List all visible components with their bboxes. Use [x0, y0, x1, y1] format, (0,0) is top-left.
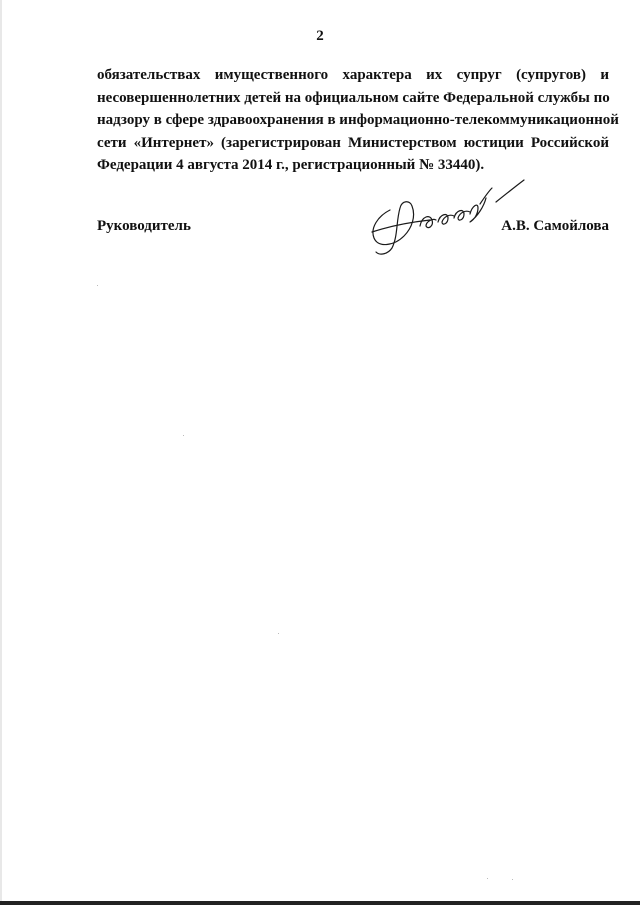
scan-speck — [183, 435, 184, 436]
page-number: 2 — [316, 28, 324, 44]
body-line: несовершеннолетних детей на официальном сайте Федеральной службы по — [97, 89, 610, 106]
scan-speck — [512, 879, 513, 880]
signer-name: А.В. Самойлова — [501, 218, 609, 234]
handwritten-signature-icon — [360, 176, 530, 258]
scan-speck — [97, 285, 98, 286]
body-paragraph — [97, 64, 619, 177]
scan-speck — [278, 633, 279, 634]
body-line: сети «Интернет» (зарегистрирован Министерством юстиции Российской — [97, 134, 609, 151]
scan-speck — [487, 878, 488, 879]
scan-bottom-edge — [0, 901, 640, 905]
scan-left-edge — [0, 0, 2, 905]
signer-title: Руководитель — [97, 218, 191, 234]
body-line: надзору в сфере здравоохранения в информационно-телекоммуникационной — [97, 112, 619, 128]
body-line: обязательствах имущественного характера их супруг (супругов) и — [97, 67, 609, 83]
body-line: Федерации 4 августа 2014 г., регистрационный № 33440). — [97, 157, 485, 173]
